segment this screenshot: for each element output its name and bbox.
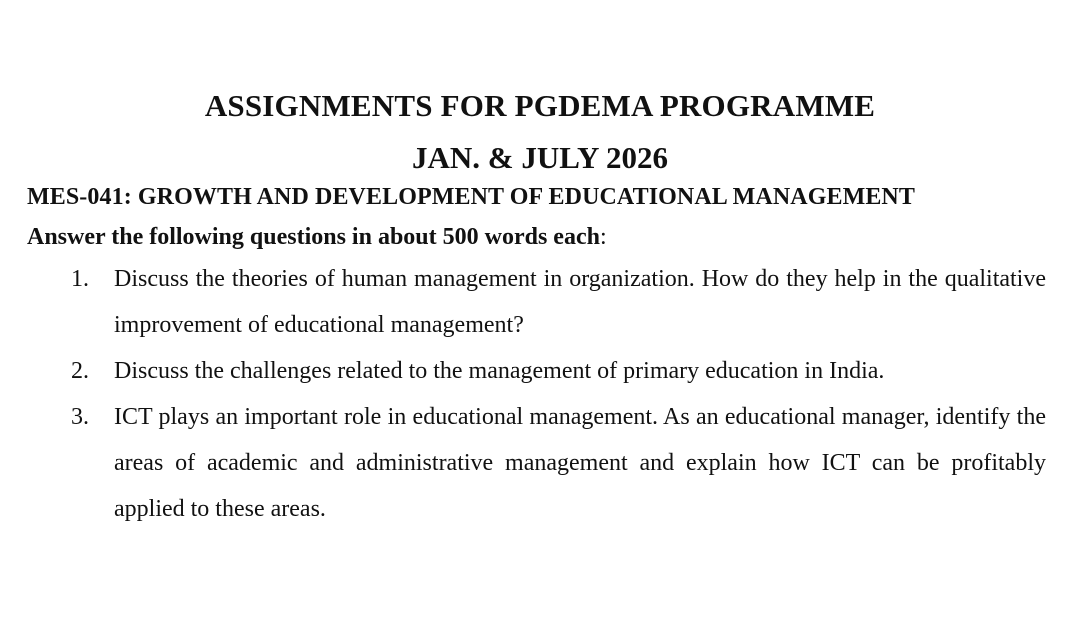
question-number: 2. bbox=[71, 358, 89, 384]
course-heading: MES-041: GROWTH AND DEVELOPMENT OF EDUCATIONAL MANAGEMENT bbox=[27, 184, 915, 210]
question-number: 3. bbox=[71, 404, 89, 430]
question-item-1 bbox=[0, 256, 1080, 348]
question-text: Discuss the challenges related to the management of primary education in India. bbox=[114, 358, 885, 384]
question-text: Discuss the theories of human management in organization. How do they help in the qualitative improvement of educational management? bbox=[114, 266, 1046, 338]
question-list bbox=[0, 256, 1080, 532]
instruction-line bbox=[27, 224, 607, 251]
question-number: 1. bbox=[71, 266, 89, 292]
question-text: ICT plays an important role in educational management. As an educational manager, identify the areas of academic and administrative management and explain how ICT can be profitably applied to these areas. bbox=[114, 404, 1046, 522]
instruction-colon: : bbox=[599, 224, 607, 250]
question-item-2 bbox=[0, 348, 1080, 394]
page-title: ASSIGNMENTS FOR PGDEMA PROGRAMME bbox=[204, 88, 876, 123]
instruction-text: Answer the following questions in about 500 words each bbox=[27, 224, 600, 250]
session-title: JAN. & JULY 2026 bbox=[411, 140, 669, 175]
question-item-3 bbox=[0, 394, 1080, 532]
